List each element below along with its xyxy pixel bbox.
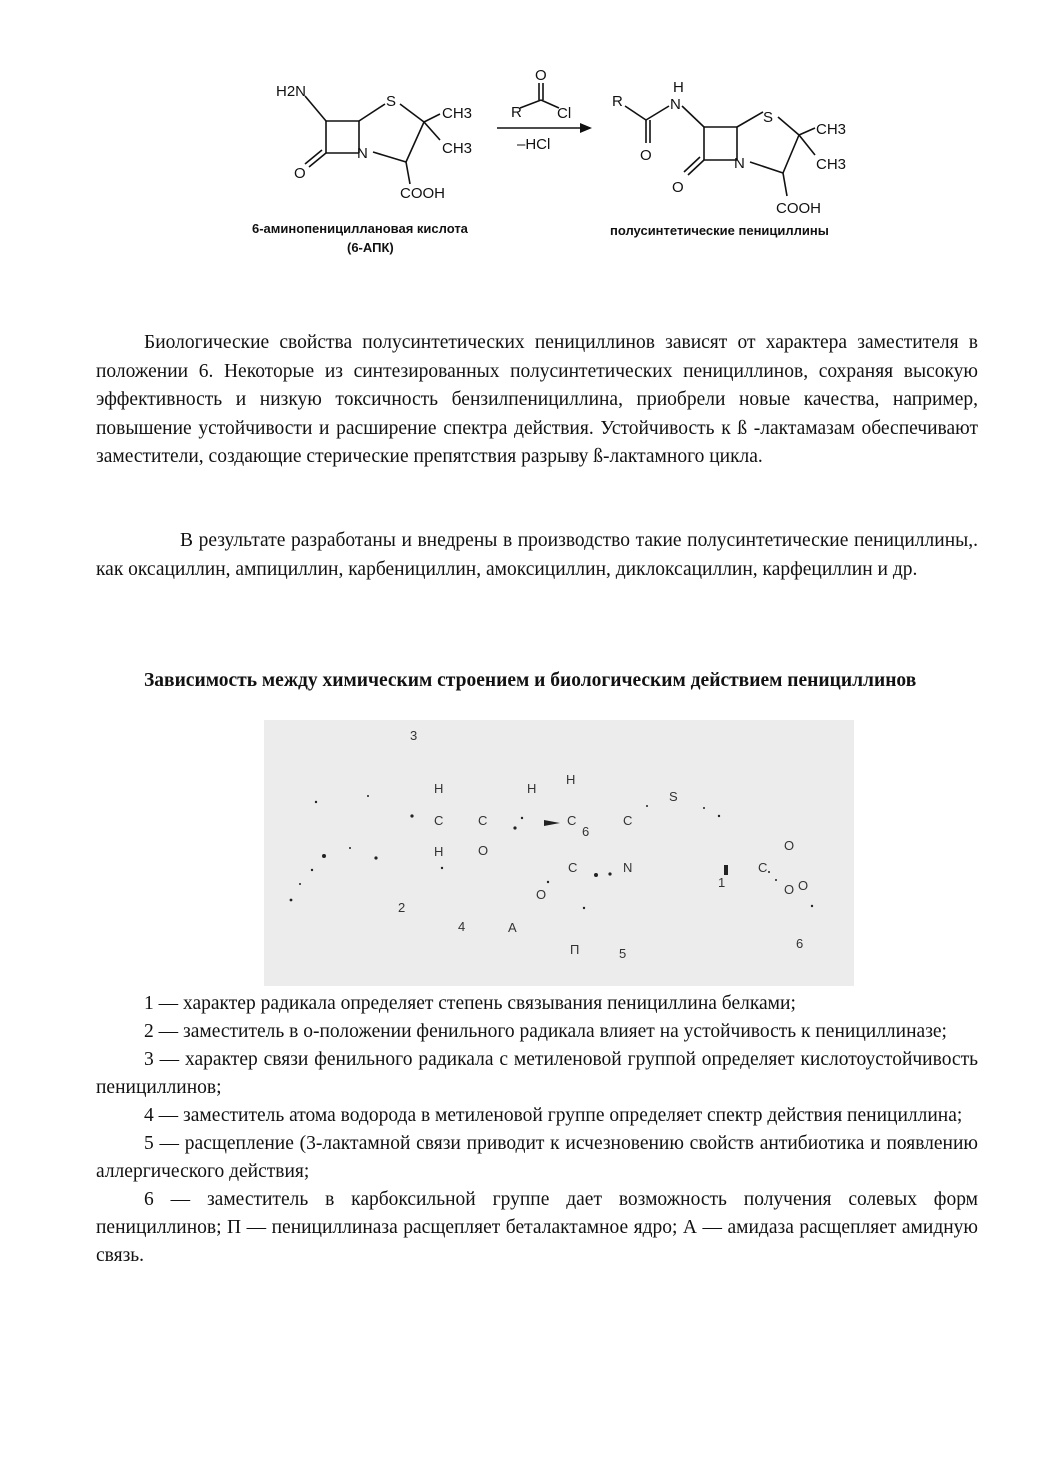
reaction-scheme [0, 0, 1039, 280]
legend-item-2: 2 — заместитель в о-положении фенильного радикала влияет на устойчивость к пенициллиназе; [144, 1021, 947, 1042]
figure-legend [96, 990, 978, 1270]
legend-item-5: 5 — расщепление (3-лактамной связи приводит к исчезновению свойств антибиотика и появлению аллергического действия; [96, 1133, 978, 1182]
figure-atom-o5: O [798, 878, 809, 893]
reactant-name: 6-аминопенициллановая кислота [252, 221, 468, 236]
figure-label-a: A [508, 920, 517, 935]
product-carbonyl-oxygen: O [672, 179, 684, 196]
figure-atom-c2: C [478, 813, 488, 828]
reaction-scheme-drawing [0, 0, 1039, 280]
product-name: полусинтетические пенициллины [610, 223, 829, 238]
reactant-carbonyl-oxygen: O [294, 165, 306, 182]
figure-atom-c4: C [623, 813, 633, 828]
figure-atom-h2: H [434, 844, 444, 859]
figure-atom-c6: C [758, 860, 768, 875]
figure-atom-o3: O [784, 838, 795, 853]
product-ring-nitrogen: N [734, 155, 745, 172]
legend-item-3: 3 — характер связи фенильного радикала с метиленовой группой определяет кислотоустойчивость пенициллинов; [96, 1049, 978, 1098]
product-amide-oxygen: O [640, 147, 652, 164]
figure-atom-c1: C [434, 813, 444, 828]
legend-item-6: 6 — заместитель в карбоксильной группе дает возможность получения солевых форм пенициллинов; П — пенициллиназа расщепляет беталактамное ядро; А — амидаза расщепляет амидную связь. [96, 1189, 978, 1266]
figure-atom-h4: H [566, 772, 576, 787]
figure-scan-traces [290, 795, 814, 909]
figure-atom-o4: O [784, 882, 795, 897]
legend-item-4: 4 — заместитель атома водорода в метиленовой группе определяет спектр действия пенициллина; [144, 1105, 963, 1126]
penicillin-structure-scan [264, 720, 854, 986]
figure-atom-c5: C [568, 860, 578, 875]
figure-label-6b: 6 [796, 936, 804, 951]
product-sulfur: S [763, 109, 774, 126]
figure-atom-o2: O [536, 887, 547, 902]
figure-label-6a: 6 [582, 824, 590, 839]
product-r-group: R [612, 93, 623, 110]
reactant-ring-nitrogen: N [357, 145, 368, 162]
figure-atom-n: N [623, 860, 633, 875]
section-heading: Зависимость между химическим строением и биологическим действием пенициллинов [144, 670, 917, 691]
product-amide-nitrogen: N [670, 96, 681, 113]
figure-atom-h1: H [434, 781, 444, 796]
reactant-methyl-1: CH3 [442, 105, 473, 122]
reagent-r-group: R [511, 104, 522, 121]
product-methyl-1: CH3 [816, 121, 847, 138]
figure-label-5: 5 [619, 946, 627, 961]
figure-atom-o1: O [478, 843, 489, 858]
paragraph-biological-properties: Биологические свойства полусинтетических пенициллинов зависят от характера заместителя в положении 6. Некоторые из синтезированных полусинтетических пенициллинов, сохраняя высокую эффективность и низкую токсичность бензилпенициллина, приобрели новые качества, например, повышение устойчивости и расширение спектра действия. Устойчивость к ß -лактамазам обеспечивают заместители, создающие стерические препятствия разрыву ß-лактамного цикла. [96, 332, 978, 467]
reagent-acyl-chloride [511, 67, 571, 122]
figure-atom-s: S [669, 789, 678, 804]
figure-label-p: П [570, 942, 580, 957]
legend-item-1: 1 — характер радикала определяет степень связывания пенициллина белками; [144, 993, 796, 1014]
product-amide-hydrogen: H [673, 79, 684, 96]
reactant-sulfur: S [386, 93, 397, 110]
reagent-chlorine: Cl [557, 105, 572, 122]
amino-group-label: H2N [276, 83, 307, 100]
reactant-structure [276, 83, 472, 202]
figure-label-3: 3 [410, 728, 418, 743]
figure-atom-c3: C [567, 813, 577, 828]
reactant-carboxyl: COOH [400, 185, 445, 202]
paragraph-semisynthetic-list: В результате разработаны и внедрены в производство такие полусинтетические пенициллины,. как оксациллин, ампициллин, карбенициллин, амоксициллин, диклоксациллин, карфециллин и др. [96, 530, 978, 580]
product-structure [612, 79, 846, 217]
reaction-byproduct: –HCl [517, 136, 551, 153]
figure-label-4: 4 [458, 919, 466, 934]
product-carboxyl: COOH [776, 200, 821, 217]
figure-label-1: 1 [718, 875, 726, 890]
figure-label-2: 2 [398, 900, 406, 915]
structure-activity-figure [264, 720, 854, 986]
reagent-oxygen: O [535, 67, 547, 84]
figure-atom-h3: H [527, 781, 537, 796]
reactant-abbreviation: (6-АПК) [347, 240, 394, 255]
product-methyl-2: CH3 [816, 156, 847, 173]
reactant-methyl-2: CH3 [442, 140, 473, 157]
